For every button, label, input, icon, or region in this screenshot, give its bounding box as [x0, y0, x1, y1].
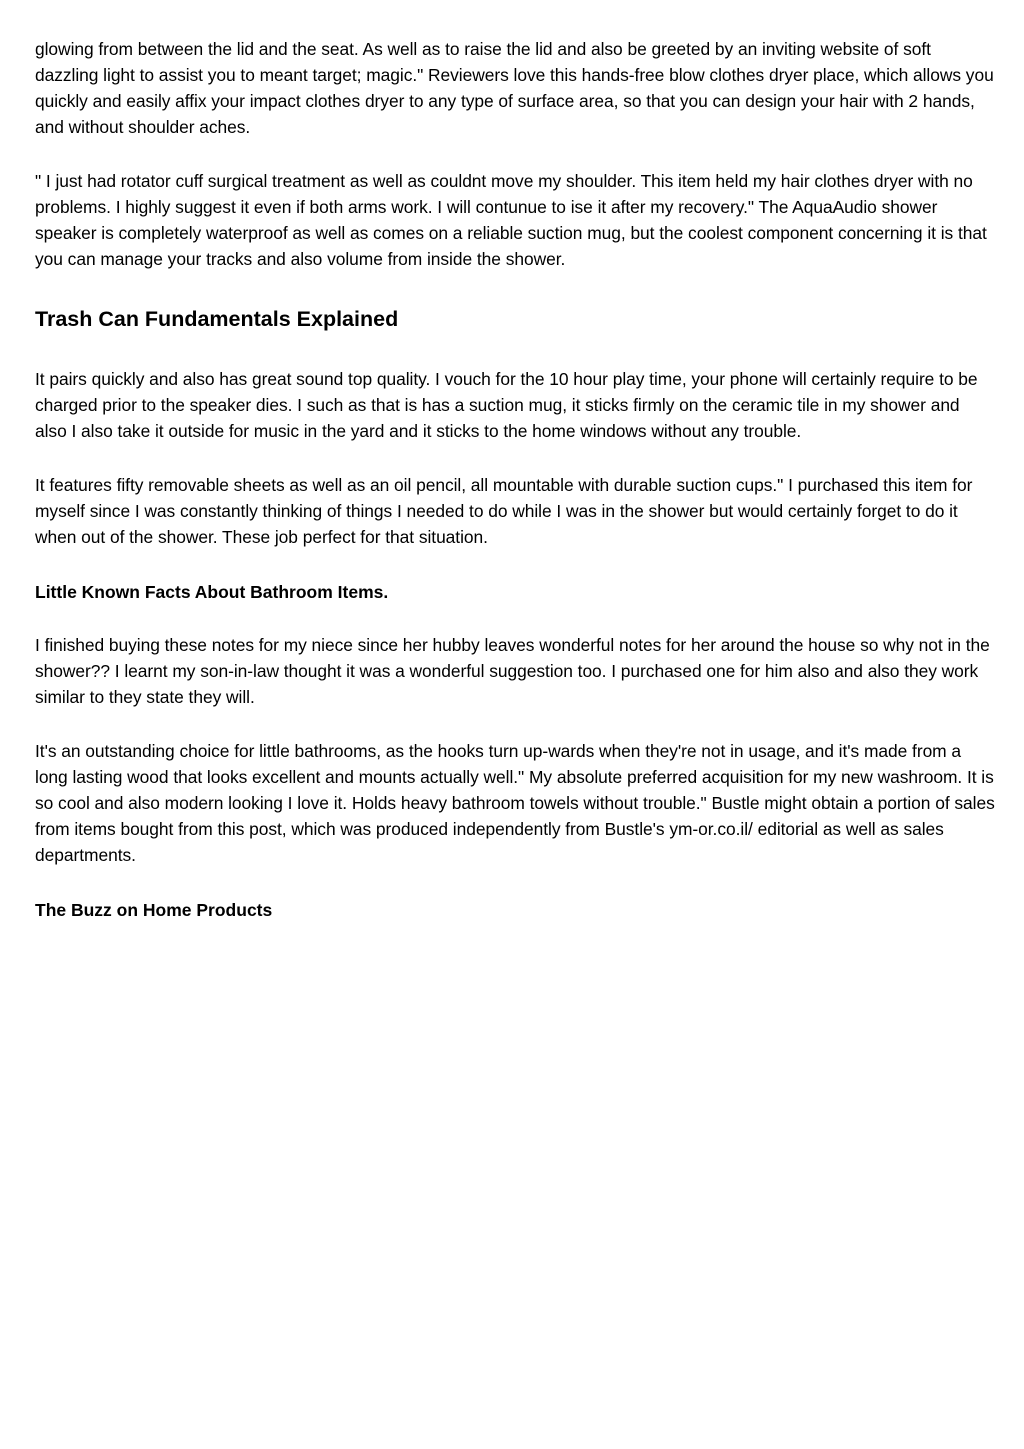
heading-trash-can-fundamentals: Trash Can Fundamentals Explained: [35, 307, 399, 331]
paragraph-shower-speaker: " I just had rotator cuff surgical treatment as well as couldnt move my shoulder. This item held my hair clothes dryer with no problems. I highly suggest it even if both arms work. I will contunue to ise it after my recovery." The AquaAudio shower speaker is completely waterproof as well as comes on a reliable suction mug, but the coolest component concerning it is that you can manage your tracks and also volume from inside the shower.: [35, 171, 987, 269]
paragraph-hair-dryer-mount: glowing from between the lid and the seat. As well as to raise the lid and also be greeted by an inviting website of soft dazzling light to assist you to meant target; magic." Reviewers love this hands-free blow clothes dryer place, which allows you quickly and easily affix your impact clothes dryer to any type of surface area, so that you can design your hair with 2 hands, and without shoulder aches.: [35, 39, 994, 137]
article-body: [35, 36, 995, 922]
paragraph-speaker-review: It pairs quickly and also has great sound top quality. I vouch for the 10 hour play time, your phone will certainly require to be charged prior to the speaker dies. I such as that is has a suction mug, it sticks firmly on the ceramic tile in my shower and also I also take it outside for music in the yard and it sticks to the home windows without any trouble.: [35, 369, 978, 441]
heading-little-known-facts: Little Known Facts About Bathroom Items.: [35, 582, 389, 602]
paragraph-notes-review: I finished buying these notes for my niece since her hubby leaves wonderful notes for her around the house so why not in the shower?? I learnt my son-in-law thought it was a wonderful suggestion too. I purchased one for him also and also they work similar to they state they will.: [35, 635, 990, 707]
paragraph-towel-hooks: It's an outstanding choice for little bathrooms, as the hooks turn up-wards when they're not in usage, and it's made from a long lasting wood that looks excellent and mounts actually well." My absolute preferred acquisition for my new washroom. It is so cool and also modern looking I love it. Holds heavy bathroom towels without trouble." Bustle might obtain a portion of sales from items bought from this post, which was produced independently from Bustle's ym-or.co.il/ editorial as well as sales departments.: [35, 741, 995, 865]
heading-buzz-on-home-products: The Buzz on Home Products: [35, 900, 273, 920]
paragraph-shower-notes: It features fifty removable sheets as well as an oil pencil, all mountable with durable suction cups." I purchased this item for myself since I was constantly thinking of things I needed to do while I was in the shower but would certainly forget to do it when out of the shower. These job perfect for that situation.: [35, 475, 973, 547]
